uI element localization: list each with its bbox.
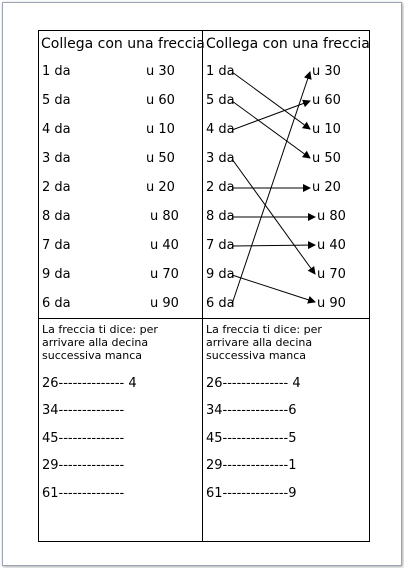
left-exercise-1: 26-------------- 4: [42, 376, 137, 391]
left-pair-9-from: 6 da: [42, 296, 71, 311]
arrow-5-to-50: [232, 101, 310, 158]
right-exercise-5: 61--------------9: [206, 486, 297, 501]
left-pair-3-from: 4 da: [42, 122, 71, 137]
left-pair-5-from: 2 da: [42, 180, 71, 195]
left-pair-4-from: 3 da: [42, 151, 71, 166]
left-title: Collega con una freccia: [41, 36, 205, 52]
right-pair-9-to: u 90: [317, 296, 346, 311]
left-pair-6-to: u 80: [150, 209, 179, 224]
right-note: La freccia ti dice: per arrivare alla decina successiva manca: [206, 323, 322, 362]
left-pair-7-to: u 40: [150, 238, 179, 253]
left-pair-8-to: u 70: [150, 267, 179, 282]
right-pair-2-from: 5 da: [206, 93, 235, 108]
right-exercise-3: 45--------------5: [206, 431, 297, 446]
left-exercise-4: 29--------------: [42, 458, 125, 473]
right-pair-4-to: u 50: [312, 151, 341, 166]
right-pair-1-to: u 30: [312, 64, 341, 79]
right-exercise-4: 29--------------1: [206, 458, 297, 473]
arrow-7-to-40: [232, 245, 315, 246]
right-exercise-1: 26-------------- 4: [206, 376, 301, 391]
right-pair-4-from: 3 da: [206, 151, 235, 166]
right-pair-6-to: u 80: [317, 209, 346, 224]
right-title: Collega con una freccia: [206, 36, 370, 52]
right-pair-5-from: 2 da: [206, 180, 235, 195]
left-exercise-3: 45--------------: [42, 431, 125, 446]
right-pair-8-from: 9 da: [206, 267, 235, 282]
right-exercise-2: 34--------------6: [206, 403, 297, 418]
right-pair-1-from: 1 da: [206, 64, 235, 79]
left-pair-2-from: 5 da: [42, 93, 71, 108]
left-pair-1-to: u 30: [146, 64, 175, 79]
arrow-9-to-90: [232, 275, 315, 302]
left-pair-3-to: u 10: [146, 122, 175, 137]
right-pair-2-to: u 60: [312, 93, 341, 108]
right-pair-9-from: 6 da: [206, 296, 235, 311]
right-pair-5-to: u 20: [312, 180, 341, 195]
right-pair-7-to: u 40: [317, 238, 346, 253]
right-pair-3-to: u 10: [312, 122, 341, 137]
right-pair-8-to: u 70: [317, 267, 346, 282]
arrow-1-to-10: [232, 72, 310, 129]
left-note: La freccia ti dice: per arrivare alla decina successiva manca: [42, 323, 158, 362]
left-exercise-5: 61--------------: [42, 486, 125, 501]
left-exercise-2: 34--------------: [42, 403, 125, 418]
right-pair-6-from: 8 da: [206, 209, 235, 224]
left-pair-8-from: 9 da: [42, 267, 71, 282]
left-pair-9-to: u 90: [150, 296, 179, 311]
left-pair-4-to: u 50: [146, 151, 175, 166]
right-pair-3-from: 4 da: [206, 122, 235, 137]
right-pair-7-from: 7 da: [206, 238, 235, 253]
left-pair-7-from: 7 da: [42, 238, 71, 253]
left-pair-5-to: u 20: [146, 180, 175, 195]
left-pair-6-from: 8 da: [42, 209, 71, 224]
left-pair-2-to: u 60: [146, 93, 175, 108]
left-pair-1-from: 1 da: [42, 64, 71, 79]
